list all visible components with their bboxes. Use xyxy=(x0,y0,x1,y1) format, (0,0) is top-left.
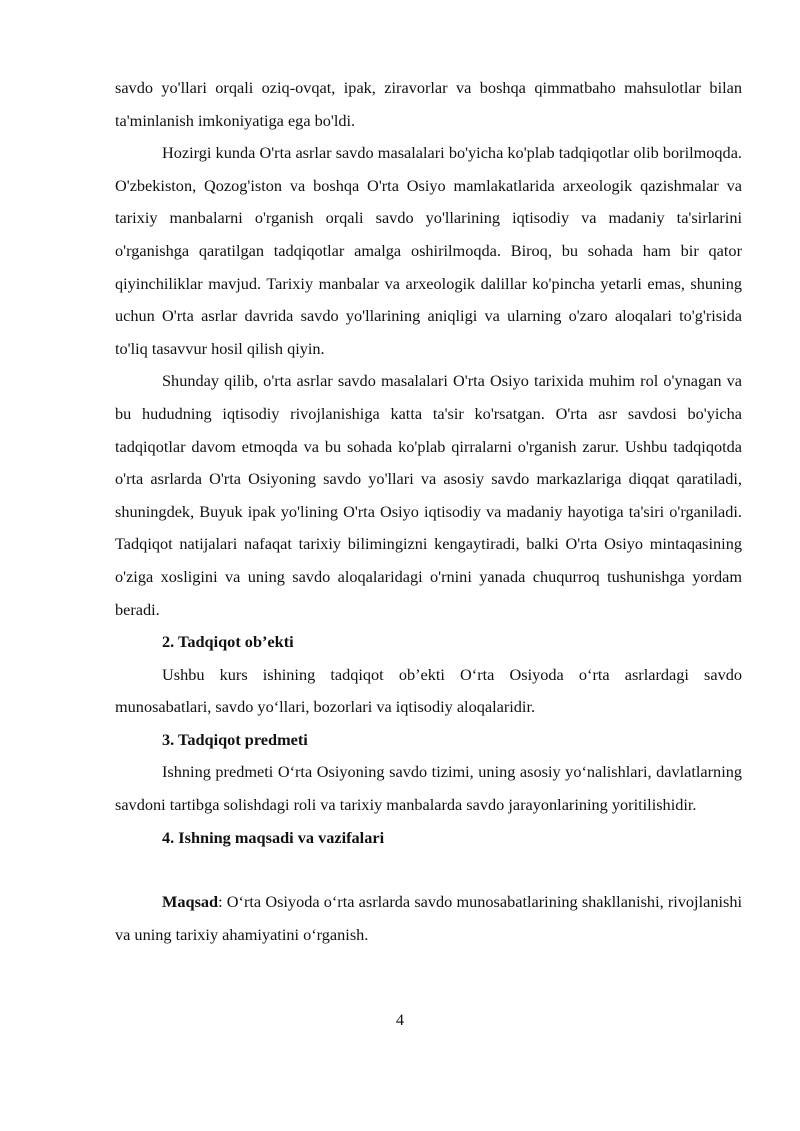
section-heading-research-object: 2. Tadqiqot ob’ekti xyxy=(162,632,294,652)
section-heading-research-subject: 3. Tadqiqot predmeti xyxy=(162,729,308,749)
document-page xyxy=(115,72,742,951)
paragraph-research-subject: Ishning predmeti O‘rta Osiyoning savdo tizimi, uning asosiy yo‘nalishlari, davlatlarning savdoni tartibga solishdagi roli va tarixiy manbalarda savdo jarayonlarining yoritilishidir. xyxy=(115,762,742,815)
paragraph-conclusion: Shunday qilib, o'rta asrlar savdo masalalari O'rta Osiyo tarixida muhim rol o'ynagan va bu hududning iqtisodiy rivojlanishiga katta ta'sir ko'rsatgan. O'rta asr savdosi bo'yicha tadqiqotlar davom etmoqda va bu sohada ko'plab qirralarni o'rganish zarur. Ushbu tadqiqotda o'rta asrlarda O'rta Osiyoning savdo yo'llari va asosiy savdo markazlariga diqqat qaratiladi, shuningdek, Buyuk ipak yo'lining O'rta Osiyo iqtisodiy va madaniy hayotiga ta'siri o'rganiladi. Tadqiqot natijalari nafaqat tarixiy bilimingizni kengaytiradi, balki O'rta Osiyo mintaqasining o'ziga xosligini va uning savdo aloqalaridagi o'rnini yanada chuqurroq tushunishga yordam beradi. xyxy=(115,371,742,619)
goal-separator: : xyxy=(218,892,223,912)
paragraph-current-research: Hozirgi kunda O'rta asrlar savdo masalalari bo'yicha ko'plab tadqiqotlar olib borilmoqda. O'zbekiston, Qozog'iston va boshqa O'rta Osiyo mamlakatlarida arxeologik qazishmalar va tarixiy manbalarni o'rganish orqali savdo yo'llarining iqtisodiy va madaniy ta'sirlarini o'rganishga qaratilgan tadqiqotlar amalga oshirilmoqda. Biroq, bu sohada ham bir qator qiyinchiliklar mavjud. Tarixiy manbalar va arxeologik dalillar ko'pincha yetarli emas, shuning uchun O'rta asrlar davrida savdo yo'llarining aniqligi va ularning o'zaro aloqalari to'g'risida to'liq tasavvur hosil qilish qiyin. xyxy=(115,143,742,358)
paragraph-goal xyxy=(115,886,742,951)
blank-line xyxy=(115,854,742,886)
paragraph-research-object: Ushbu kurs ishining tadqiqot ob’ekti O‘rta Osiyoda o‘rta asrlardagi savdo munosabatlari, savdo yo‘llari, bozorlari va iqtisodiy aloqalaridir. xyxy=(115,664,742,717)
page-number: 4 xyxy=(395,1010,405,1029)
paragraph-continuation: savdo yo'llari orqali oziq-ovqat, ipak, ziravorlar va boshqa qimmatbaho mahsulotlar bilan ta'minlanish imkoniyatiga ega bo'ldi. xyxy=(115,78,742,130)
section-heading-goals-tasks: 4. Ishning maqsadi va vazifalari xyxy=(162,827,385,847)
goal-label: Maqsad xyxy=(162,892,219,912)
goal-text: O‘rta Osiyoda o‘rta asrlarda savdo munosabatlarining shakllanishi, rivojlanishi va uning tarixiy ahamiyatini o‘rganish. xyxy=(115,892,742,944)
